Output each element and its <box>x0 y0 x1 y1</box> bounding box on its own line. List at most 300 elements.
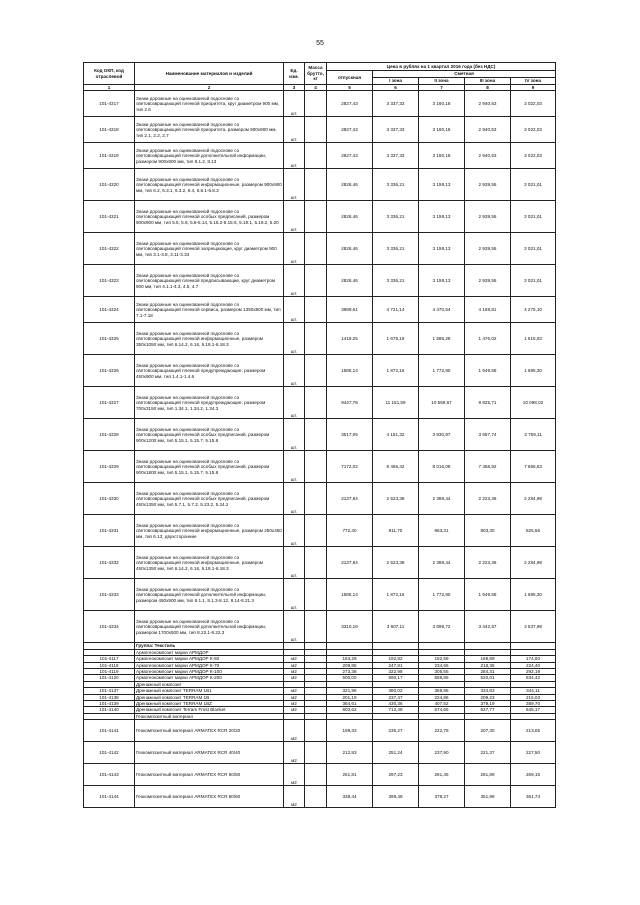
table-row <box>84 297 556 323</box>
row-mass <box>305 169 327 201</box>
row-code: 101-4140 <box>84 707 135 713</box>
row-name: Знаки дорожные на оцинкованной подоснове со световозвращающей пленкой предписывающие, круг диаметром 900 мм, тип 4.1.1-4.3, 4.5, 4.7 <box>135 265 284 297</box>
row-release-price: 212,83 <box>327 742 373 764</box>
row-zone-1-price: 1 872,16 <box>373 355 419 387</box>
row-mass <box>305 201 327 233</box>
table-row <box>84 169 556 201</box>
row-unit: шт. <box>284 143 305 169</box>
row-mass <box>305 419 327 451</box>
row-name: Знаки дорожные на оцинкованной подоснове со световозвращающей пленкой информационные, размером 450х1350 мм, тип 6.14.2, 6.16, 6.18.1-6.18.3 <box>135 547 284 579</box>
row-zone-4-price: 174,60 <box>511 656 556 662</box>
row-unit: шт. <box>284 483 305 515</box>
row-release-price: 772,40 <box>327 515 373 547</box>
row-code: 101-4320 <box>84 169 135 201</box>
row-code: 101-4142 <box>84 742 135 764</box>
row-name: Геокомпозитный материал ARMATEX RCR 60/60 <box>135 786 284 808</box>
row-zone-1-price: 235,27 <box>373 720 419 742</box>
row-unit: шт. <box>284 265 305 297</box>
row-name: Дренажный композит TERRAM 1B1 <box>135 688 284 694</box>
row-zone-4-price: 3 022,03 <box>511 91 556 117</box>
table-row <box>84 91 556 117</box>
row-zone-1-price: 192,82 <box>373 656 419 662</box>
row-unit: шт. <box>284 169 305 201</box>
row-zone-3-price: 627,77 <box>465 707 511 713</box>
table-row <box>84 419 556 451</box>
row-zone-1-price: 1 675,19 <box>373 323 419 355</box>
row-mass <box>305 91 327 117</box>
row-zone-3-price: 1 649,58 <box>465 355 511 387</box>
row-zone-4-price: 224,40 <box>511 662 556 668</box>
row-zone-2-price: 359,85 <box>419 688 465 694</box>
row-zone-4-price: 3 021,01 <box>511 201 556 233</box>
row-zone-2-price: 224,86 <box>419 694 465 700</box>
row-zone-1-price: 3 337,33 <box>373 143 419 169</box>
row-zone-3-price: 218,35 <box>465 662 511 668</box>
row-code: 101-4324 <box>84 297 135 323</box>
row-name: Знаки дорожные на оцинкованной подоснове со световозвращающей пленкой особых предписаний, размером 450х1350 мм, тип 5.7.1, 5.7.2, 5.23.2, 5.24.2 <box>135 483 284 515</box>
row-zone-4-price: 389,70 <box>511 701 556 707</box>
column-number: 9 <box>511 85 556 91</box>
column-number: 1 <box>84 85 135 91</box>
row-unit: шт. <box>284 323 305 355</box>
row-code: 101-4117 <box>84 656 135 662</box>
row-release-price: 1586,14 <box>327 355 373 387</box>
row-zone-2-price: 305,55 <box>419 669 465 675</box>
row-unit: шт. <box>284 515 305 547</box>
row-zone-1-price: 2 523,38 <box>373 547 419 579</box>
row-code: 101-4143 <box>84 764 135 786</box>
table-row <box>84 579 556 611</box>
row-zone-3-price: 261,89 <box>465 764 511 786</box>
row-release-price: 338,44 <box>327 786 373 808</box>
row-zone-2-price: 3 160,18 <box>419 117 465 143</box>
row-code: 101-4321 <box>84 201 135 233</box>
column-number: 5 <box>327 85 373 91</box>
row-zone-3-price: 2 939,55 <box>465 233 511 265</box>
row-unit: м2 <box>284 786 305 808</box>
row-zone-1-price: 399,48 <box>373 786 419 808</box>
row-zone-4-price: 4 275,10 <box>511 297 556 323</box>
row-release-price: 500,00 <box>327 675 373 681</box>
table-row <box>84 387 556 419</box>
row-zone-1-price: 3 907,11 <box>373 611 419 643</box>
table-row <box>84 742 556 764</box>
header-mass: Масса брутто, кг <box>305 63 327 85</box>
row-zone-1-price: 3 337,33 <box>373 117 419 143</box>
row-name: Группа: Текстиль <box>135 643 284 649</box>
table-body <box>84 91 556 808</box>
row-zone-4-price: 1 695,30 <box>511 355 556 387</box>
row-zone-2-price: 2 389,44 <box>419 483 465 515</box>
row-zone-2-price: 3 159,13 <box>419 233 465 265</box>
header-unit: Ед. изм. <box>284 63 305 85</box>
row-release-price: 273,38 <box>327 669 373 675</box>
row-code: 101-4325 <box>84 323 135 355</box>
row-zone-4-price: 1 695,30 <box>511 579 556 611</box>
row-code: 101-4120 <box>84 675 135 681</box>
row-zone-3-price: 2 223,36 <box>465 547 511 579</box>
row-zone-2-price: 558,85 <box>419 675 465 681</box>
table-row <box>84 323 556 355</box>
row-name: Знаки дорожные на оцинкованной подоснове со световозвращающей пленкой особых предписаний, размером 900х1800 мм, тип 5.15.1, 5.15.7, 5.15.8 <box>135 451 284 483</box>
row-zone-3-price: 2 940,53 <box>465 91 511 117</box>
table-header <box>84 63 556 91</box>
header-zone-2: II зона <box>419 78 465 85</box>
row-zone-3-price: 3 442,57 <box>465 611 511 643</box>
row-zone-3-price: 1 476,02 <box>465 323 511 355</box>
row-name: Армогеокомпозит марки АРМДОР <box>135 649 284 655</box>
row-name: Геокомпозитный материал <box>135 713 284 719</box>
row-unit: шт. <box>284 611 305 643</box>
row-name: Знаки дорожные на оцинкованной подоснове со световозвращающей пленкой запрещающие, круг диаметром 900 мм, тип 3.1-3.8, 3.11-3.33 <box>135 233 284 265</box>
row-name: Знаки дорожные на оцинкованной подоснове со световозвращающей пленкой особых предписаний, размером 900х900 мм, тип 5.5, 5.6, 5.8-5.14, 5.15.2-5.15.6, 5.19.1, 5.19.2, 5.20 <box>135 201 284 233</box>
row-zone-3-price: 379,19 <box>465 701 511 707</box>
row-zone-4-price: 215,03 <box>511 694 556 700</box>
row-release-price: 1586,14 <box>327 579 373 611</box>
row-code: 101-4118 <box>84 662 135 668</box>
row-mass <box>305 355 327 387</box>
row-code: 101-4141 <box>84 720 135 742</box>
row-mass <box>305 233 327 265</box>
row-code: 101-4333 <box>84 579 135 611</box>
row-code: 101-4323 <box>84 265 135 297</box>
row-name: Дренажный композит TERRAM 1B <box>135 694 284 700</box>
row-name: Знаки дорожные на оцинкованной подоснове со световозвращающей пленкой сервиса, размером 1350х900 мм, тип 7.1-7.18 <box>135 297 284 323</box>
row-release-price: 251,81 <box>327 764 373 786</box>
row-unit: м2 <box>284 720 305 742</box>
row-release-price: 3999,61 <box>327 297 373 323</box>
row-zone-3-price: 2 940,53 <box>465 117 511 143</box>
row-zone-4-price: 3 022,03 <box>511 143 556 169</box>
row-zone-4-price: 3 021,01 <box>511 265 556 297</box>
row-code: 101-4326 <box>84 355 135 387</box>
row-unit: м2 <box>284 694 305 700</box>
row-code: 101-4137 <box>84 688 135 694</box>
row-zone-4-price: 227,50 <box>511 742 556 764</box>
header-name: Наименование материалов и изделий <box>135 63 284 85</box>
table-row <box>84 483 556 515</box>
row-zone-1-price: 3 336,21 <box>373 265 419 297</box>
header-release: отпускная <box>327 71 373 85</box>
row-name: Дренажный композит <box>135 681 284 687</box>
row-code: 101-4138 <box>84 694 135 700</box>
row-release-price: 1419,25 <box>327 323 373 355</box>
row-zone-3-price: 221,37 <box>465 742 511 764</box>
row-zone-1-price: 251,24 <box>373 742 419 764</box>
page-number: 55 <box>316 40 324 47</box>
row-zone-4-price: 7 665,63 <box>511 451 556 483</box>
row-mass <box>305 323 327 355</box>
row-zone-2-price: 182,59 <box>419 656 465 662</box>
header-estimate: Сметная <box>373 71 556 78</box>
row-release-price: 364,61 <box>327 701 373 707</box>
row-zone-4-price: 2 284,98 <box>511 547 556 579</box>
row-zone-2-price: 407,52 <box>419 701 465 707</box>
row-name: Дренажный композит TERRAM 1BZ <box>135 701 284 707</box>
row-zone-3-price: 2 940,53 <box>465 143 511 169</box>
row-zone-2-price: 222,78 <box>419 720 465 742</box>
row-zone-3-price: 169,89 <box>465 656 511 662</box>
row-zone-4-price: 534,42 <box>511 675 556 681</box>
header-zone-1: I зона <box>373 78 419 85</box>
row-zone-2-price: 8 016,08 <box>419 451 465 483</box>
row-mass <box>305 117 327 143</box>
row-code: 101-4318 <box>84 117 135 143</box>
row-zone-4-price: 292,19 <box>511 669 556 675</box>
row-mass <box>305 611 327 643</box>
row-unit: м2 <box>284 669 305 675</box>
row-zone-2-price: 3 159,13 <box>419 201 465 233</box>
header-price-group: Цена в рублях на 1 квартал 2016 года (без НДС) <box>327 63 556 71</box>
row-unit: м2 <box>284 764 305 786</box>
row-zone-4-price: 825,56 <box>511 515 556 547</box>
table-row <box>84 720 556 742</box>
row-name: Знаки дорожные на оцинкованной подоснове со световозвращающей пленкой информационные, размером 350х1050 мм, тип 6.14.2, 6.16, 6.18.1-6.18.3 <box>135 323 284 355</box>
row-zone-3-price: 7 458,92 <box>465 451 511 483</box>
row-zone-4-price: 3 021,01 <box>511 233 556 265</box>
row-name: Знаки дорожные на оцинкованной подоснове со световозвращающей пленкой информационные, размером 250х450 мм, тип 6.13, двухсторонние <box>135 515 284 547</box>
row-name: Геокомпозитный материал ARMATEX RCR 20/20 <box>135 720 284 742</box>
row-mass <box>305 515 327 547</box>
row-zone-2-price: 3 159,13 <box>419 265 465 297</box>
row-zone-4-price: 2 284,98 <box>511 483 556 515</box>
row-zone-1-price: 3 337,33 <box>373 91 419 117</box>
row-release-price: 2827,43 <box>327 117 373 143</box>
row-zone-4-price: 361,74 <box>511 786 556 808</box>
row-zone-2-price: 3 160,18 <box>419 143 465 169</box>
table-row <box>84 451 556 483</box>
row-zone-1-price: 237,47 <box>373 694 419 700</box>
row-zone-1-price: 322,98 <box>373 669 419 675</box>
row-code: 101-4330 <box>84 483 135 515</box>
row-mass <box>305 483 327 515</box>
row-zone-2-price: 10 559,67 <box>419 387 465 419</box>
row-code: 101-4328 <box>84 419 135 451</box>
row-name: Знаки дорожные на оцинкованной подоснове со световозвращающей пленкой приоритета, круг диаметром 900 мм, тип 2.6 <box>135 91 284 117</box>
table-row <box>84 143 556 169</box>
row-zone-2-price: 863,31 <box>419 515 465 547</box>
row-release-price: 2827,43 <box>327 91 373 117</box>
row-unit: м2 <box>284 742 305 764</box>
row-zone-2-price: 3 699,72 <box>419 611 465 643</box>
row-zone-4-price: 269,15 <box>511 764 556 786</box>
row-zone-2-price: 674,65 <box>419 707 465 713</box>
row-zone-2-price: 1 772,80 <box>419 355 465 387</box>
row-release-price: 163,26 <box>327 656 373 662</box>
row-zone-2-price: 1 586,28 <box>419 323 465 355</box>
row-release-price: 3310,16 <box>327 611 373 643</box>
row-zone-3-price: 4 159,81 <box>465 297 511 323</box>
row-zone-3-price: 334,83 <box>465 688 511 694</box>
row-unit: шт. <box>284 387 305 419</box>
row-code: 101-4327 <box>84 387 135 419</box>
row-unit: м2 <box>284 707 305 713</box>
row-zone-1-price: 911,70 <box>373 515 419 547</box>
row-name: Знаки дорожные на оцинкованной подоснове со световозвращающей пленкой предупреждающие, размером 700х3150 мм, тип 1.34.1, 1.34.2, 1.34.3 <box>135 387 284 419</box>
row-mass <box>305 451 327 483</box>
row-mass <box>305 742 327 764</box>
row-zone-1-price: 1 872,16 <box>373 579 419 611</box>
table-row <box>84 117 556 143</box>
row-zone-3-price: 9 825,71 <box>465 387 511 419</box>
row-zone-3-price: 803,30 <box>465 515 511 547</box>
row-zone-2-price: 281,45 <box>419 764 465 786</box>
row-release-price: 2826,46 <box>327 201 373 233</box>
row-mass <box>305 579 327 611</box>
header-zone-4: IV зона <box>511 78 556 85</box>
row-zone-1-price: 712,48 <box>373 707 419 713</box>
row-zone-1-price: 3 336,21 <box>373 201 419 233</box>
column-number: 4 <box>305 85 327 91</box>
row-zone-2-price: 234,66 <box>419 662 465 668</box>
row-release-price: 201,19 <box>327 694 373 700</box>
row-release-price: 2827,43 <box>327 143 373 169</box>
table-row <box>84 201 556 233</box>
row-mass <box>305 297 327 323</box>
row-unit: м2 <box>284 675 305 681</box>
row-name: Геокомпозитный материал ARMATEX RCR 40/40 <box>135 742 284 764</box>
row-release-price: 7172,02 <box>327 451 373 483</box>
row-zone-4-price: 3 759,11 <box>511 419 556 451</box>
row-unit: шт. <box>284 579 305 611</box>
table-row <box>84 611 556 643</box>
row-zone-3-price: 2 939,55 <box>465 201 511 233</box>
table-row <box>84 547 556 579</box>
row-zone-1-price: 2 523,38 <box>373 483 419 515</box>
row-zone-1-price: 247,81 <box>373 662 419 668</box>
row-name: Знаки дорожные на оцинкованной подоснове со световозвращающей пленкой дополнительной информации, размером 900х900 мм, тип 8.1.2, 8.13 <box>135 143 284 169</box>
row-unit: м2 <box>284 662 305 668</box>
row-zone-4-price: 645,17 <box>511 707 556 713</box>
row-mass <box>305 720 327 742</box>
row-zone-2-price: 237,90 <box>419 742 465 764</box>
row-name: Знаки дорожные на оцинкованной подоснове со световозвращающей пленкой предупреждающие, размером 450х900 мм, тип 1.4.1-1.4.6 <box>135 355 284 387</box>
column-number: 2 <box>135 85 284 91</box>
row-release-price: 209,85 <box>327 662 373 668</box>
row-zone-3-price: 2 939,55 <box>465 265 511 297</box>
row-release-price: 2826,46 <box>327 169 373 201</box>
row-zone-3-price: 209,23 <box>465 694 511 700</box>
column-number: 7 <box>419 85 465 91</box>
row-code: 101-4119 <box>84 669 135 675</box>
row-zone-4-price: 213,05 <box>511 720 556 742</box>
table-row <box>84 786 556 808</box>
row-mass <box>305 764 327 786</box>
table-row <box>84 764 556 786</box>
row-zone-3-price: 284,31 <box>465 669 511 675</box>
header-code: Код ОКП, код отраслевой <box>84 63 135 85</box>
row-zone-3-price: 3 657,74 <box>465 419 511 451</box>
table-row <box>84 233 556 265</box>
table-row <box>84 355 556 387</box>
row-unit: шт. <box>284 91 305 117</box>
row-name: Знаки дорожные на оцинкованной подоснове со световозвращающей пленкой дополнительной информации, размером 1700х500 мм, тип 8.22.1-8.22.3 <box>135 611 284 643</box>
header-zone-3: III зона <box>465 78 511 85</box>
row-name: Армогеокомпозит марки АРМДОР К-200 <box>135 675 284 681</box>
row-release-price: 603,62 <box>327 707 373 713</box>
row-zone-2-price: 4 470,54 <box>419 297 465 323</box>
row-release-price: 2137,84 <box>327 547 373 579</box>
row-zone-3-price: 1 649,58 <box>465 579 511 611</box>
row-zone-1-price: 8 465,42 <box>373 451 419 483</box>
row-mass <box>305 547 327 579</box>
row-code: 101-4329 <box>84 451 135 483</box>
row-name: Дренажный композит Terram Frost Blanket <box>135 707 284 713</box>
row-zone-2-price: 3 160,18 <box>419 91 465 117</box>
table-row <box>84 515 556 547</box>
row-mass <box>305 143 327 169</box>
row-release-price: 3517,05 <box>327 419 373 451</box>
row-zone-3-price: 2 939,55 <box>465 169 511 201</box>
row-unit: шт. <box>284 117 305 143</box>
row-zone-2-price: 2 389,44 <box>419 547 465 579</box>
row-unit: м2 <box>284 701 305 707</box>
row-code: 101-4334 <box>84 611 135 643</box>
row-zone-2-price: 3 930,97 <box>419 419 465 451</box>
row-zone-4-price: 10 098,02 <box>511 387 556 419</box>
row-code: 101-4319 <box>84 143 135 169</box>
row-zone-3-price: 351,98 <box>465 786 511 808</box>
row-zone-4-price: 3 537,98 <box>511 611 556 643</box>
row-name: Знаки дорожные на оцинкованной подоснове со световозвращающей пленкой дополнительной информации, размером 450х900 мм, тип 8.1.1, 8.1.3-8.12, 8.14-8.21.3 <box>135 579 284 611</box>
column-number: 3 <box>284 85 305 91</box>
row-unit: м2 <box>284 688 305 694</box>
row-unit: шт. <box>284 451 305 483</box>
row-zone-4-price: 344,11 <box>511 688 556 694</box>
row-mass <box>305 387 327 419</box>
row-release-price: 2137,84 <box>327 483 373 515</box>
row-unit: шт. <box>284 547 305 579</box>
row-zone-1-price: 4 151,32 <box>373 419 419 451</box>
row-zone-3-price: 520,01 <box>465 675 511 681</box>
row-mass <box>305 786 327 808</box>
price-table <box>83 62 556 808</box>
row-name: Знаки дорожные на оцинкованной подоснове со световозвращающей пленкой приоритета, размером 900х900 мм, тип 2.1, 2.2, 2.7 <box>135 117 284 143</box>
row-zone-1-price: 3 336,21 <box>373 233 419 265</box>
row-zone-1-price: 4 721,14 <box>373 297 419 323</box>
row-release-price: 321,96 <box>327 688 373 694</box>
row-release-price: 2826,46 <box>327 233 373 265</box>
row-code: 101-4322 <box>84 233 135 265</box>
row-zone-4-price: 3 021,01 <box>511 169 556 201</box>
row-zone-1-price: 11 151,59 <box>373 387 419 419</box>
row-unit: м2 <box>284 656 305 662</box>
row-zone-1-price: 590,17 <box>373 675 419 681</box>
column-number: 6 <box>373 85 419 91</box>
row-mass <box>305 265 327 297</box>
row-release-price: 199,33 <box>327 720 373 742</box>
row-zone-4-price: 3 022,03 <box>511 117 556 143</box>
row-unit: шт. <box>284 297 305 323</box>
column-number: 8 <box>465 85 511 91</box>
row-zone-4-price: 1 516,93 <box>511 323 556 355</box>
row-zone-1-price: 380,02 <box>373 688 419 694</box>
row-code: 101-4139 <box>84 701 135 707</box>
row-zone-2-price: 3 159,13 <box>419 169 465 201</box>
row-name: Знаки дорожные на оцинкованной подоснове со световозвращающей пленкой информационные, размером 900х900 мм, тип 6.2, 6.3.1, 6.3.2, 6.4, 6.8.1-6.8.3 <box>135 169 284 201</box>
row-name: Армогеокомпозит марки АРМДОР К-100 <box>135 669 284 675</box>
row-code: 101-4332 <box>84 547 135 579</box>
row-zone-2-price: 1 772,80 <box>419 579 465 611</box>
row-release-price: 9447,78 <box>327 387 373 419</box>
row-unit: шт. <box>284 355 305 387</box>
row-code: 101-4317 <box>84 91 135 117</box>
row-code: 101-4144 <box>84 786 135 808</box>
row-unit: шт. <box>284 419 305 451</box>
row-name: Армогеокомпозит марки АРМДОР К-50 <box>135 656 284 662</box>
row-name: Армогеокомпозит марки АРМДОР К-70 <box>135 662 284 668</box>
row-code: 101-4331 <box>84 515 135 547</box>
